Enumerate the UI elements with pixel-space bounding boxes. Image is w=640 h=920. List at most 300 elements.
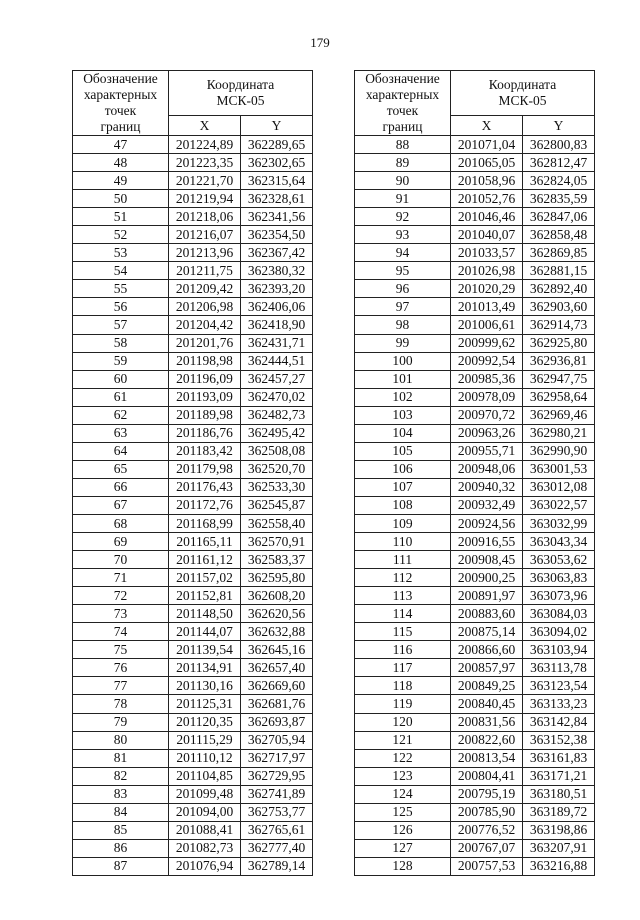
point-cell: 54	[73, 262, 169, 280]
point-cell: 62	[73, 406, 169, 424]
y-cell: 363180,51	[523, 785, 595, 803]
point-cell: 118	[355, 677, 451, 695]
x-cell: 201082,73	[169, 839, 241, 857]
y-cell: 362824,05	[523, 172, 595, 190]
table-row	[73, 496, 313, 514]
x-cell: 201216,07	[169, 226, 241, 244]
y-cell: 362470,02	[241, 388, 313, 406]
table-row	[355, 659, 595, 677]
table-row	[73, 334, 313, 352]
x-cell: 201176,43	[169, 478, 241, 496]
point-cell: 93	[355, 226, 451, 244]
point-cell: 104	[355, 424, 451, 442]
table-row	[355, 605, 595, 623]
table-row	[355, 533, 595, 551]
x-cell: 201165,11	[169, 533, 241, 551]
point-cell: 122	[355, 749, 451, 767]
x-cell: 200916,55	[451, 533, 523, 551]
point-cell: 58	[73, 334, 169, 352]
point-cell: 111	[355, 551, 451, 569]
point-cell: 81	[73, 749, 169, 767]
y-cell: 362958,64	[523, 388, 595, 406]
point-cell: 117	[355, 659, 451, 677]
table-row	[355, 262, 595, 280]
x-cell: 200948,06	[451, 460, 523, 478]
table-row	[355, 316, 595, 334]
table-row	[73, 695, 313, 713]
x-cell: 200840,45	[451, 695, 523, 713]
y-cell: 362681,76	[241, 695, 313, 713]
x-cell: 201189,98	[169, 406, 241, 424]
x-cell: 201020,29	[451, 280, 523, 298]
y-cell: 363171,21	[523, 767, 595, 785]
x-cell: 201013,49	[451, 298, 523, 316]
point-cell: 59	[73, 352, 169, 370]
table-row	[73, 551, 313, 569]
point-cell: 112	[355, 569, 451, 587]
header-coord-label: Координата МСК-05	[169, 71, 313, 116]
point-cell: 84	[73, 803, 169, 821]
point-cell: 103	[355, 406, 451, 424]
x-cell: 201204,42	[169, 316, 241, 334]
x-cell: 200767,07	[451, 839, 523, 857]
y-cell: 362990,90	[523, 442, 595, 460]
x-cell: 200831,56	[451, 713, 523, 731]
point-cell: 63	[73, 424, 169, 442]
point-cell: 101	[355, 370, 451, 388]
point-cell: 88	[355, 136, 451, 154]
table-row	[73, 316, 313, 334]
header-point-label: Обозначение характерных точек границ	[355, 71, 451, 136]
point-cell: 99	[355, 334, 451, 352]
point-cell: 72	[73, 587, 169, 605]
point-cell: 66	[73, 478, 169, 496]
x-cell: 201179,98	[169, 460, 241, 478]
y-cell: 362431,71	[241, 334, 313, 352]
x-cell: 201033,57	[451, 244, 523, 262]
table-row	[355, 424, 595, 442]
table-row	[355, 749, 595, 767]
point-cell: 75	[73, 641, 169, 659]
y-cell: 362729,95	[241, 767, 313, 785]
y-cell: 362657,40	[241, 659, 313, 677]
table-row	[355, 208, 595, 226]
x-cell: 201157,02	[169, 569, 241, 587]
point-cell: 106	[355, 460, 451, 478]
table-row	[355, 514, 595, 532]
point-cell: 105	[355, 442, 451, 460]
y-cell: 362705,94	[241, 731, 313, 749]
point-cell: 47	[73, 136, 169, 154]
table-row	[355, 370, 595, 388]
table-row	[355, 803, 595, 821]
x-cell: 200785,90	[451, 803, 523, 821]
y-cell: 362570,91	[241, 533, 313, 551]
y-cell: 362583,37	[241, 551, 313, 569]
point-cell: 114	[355, 605, 451, 623]
y-cell: 363216,88	[523, 857, 595, 875]
table-row	[355, 839, 595, 857]
x-cell: 200849,25	[451, 677, 523, 695]
point-cell: 109	[355, 514, 451, 532]
point-cell: 92	[355, 208, 451, 226]
header-coord-label: Координата МСК-05	[451, 71, 595, 116]
table-row	[355, 623, 595, 641]
table-row	[355, 280, 595, 298]
point-cell: 115	[355, 623, 451, 641]
table-row	[355, 460, 595, 478]
table-row	[73, 208, 313, 226]
y-cell: 362620,56	[241, 605, 313, 623]
x-cell: 201076,94	[169, 857, 241, 875]
x-cell: 200804,41	[451, 767, 523, 785]
y-cell: 362869,85	[523, 244, 595, 262]
x-cell: 201201,76	[169, 334, 241, 352]
table-row	[73, 677, 313, 695]
table-row	[355, 172, 595, 190]
table-row	[355, 298, 595, 316]
table-row	[355, 569, 595, 587]
y-cell: 362741,89	[241, 785, 313, 803]
point-cell: 67	[73, 496, 169, 514]
x-cell: 201161,12	[169, 551, 241, 569]
y-cell: 363103,94	[523, 641, 595, 659]
table-row	[73, 767, 313, 785]
point-cell: 119	[355, 695, 451, 713]
x-cell: 200857,97	[451, 659, 523, 677]
x-cell: 200970,72	[451, 406, 523, 424]
table-row	[73, 352, 313, 370]
y-cell: 362608,20	[241, 587, 313, 605]
table-row	[355, 731, 595, 749]
x-cell: 201134,91	[169, 659, 241, 677]
point-cell: 85	[73, 821, 169, 839]
header-point-label: Обозначение характерных точек границ	[73, 71, 169, 136]
point-cell: 78	[73, 695, 169, 713]
table-row	[73, 821, 313, 839]
y-cell: 362418,90	[241, 316, 313, 334]
y-cell: 362508,08	[241, 442, 313, 460]
point-cell: 126	[355, 821, 451, 839]
point-cell: 108	[355, 496, 451, 514]
y-cell: 362482,73	[241, 406, 313, 424]
point-cell: 77	[73, 677, 169, 695]
y-cell: 363161,83	[523, 749, 595, 767]
y-cell: 362847,06	[523, 208, 595, 226]
y-cell: 363022,57	[523, 496, 595, 514]
point-cell: 80	[73, 731, 169, 749]
x-cell: 201186,76	[169, 424, 241, 442]
y-cell: 363189,72	[523, 803, 595, 821]
table-row	[355, 695, 595, 713]
y-cell: 362495,42	[241, 424, 313, 442]
table-row	[73, 280, 313, 298]
point-cell: 60	[73, 370, 169, 388]
x-cell: 201130,16	[169, 677, 241, 695]
table-row	[73, 839, 313, 857]
x-cell: 200940,32	[451, 478, 523, 496]
point-cell: 110	[355, 533, 451, 551]
x-cell: 200955,71	[451, 442, 523, 460]
y-cell: 362800,83	[523, 136, 595, 154]
table-row	[73, 857, 313, 875]
x-cell: 201088,41	[169, 821, 241, 839]
x-cell: 201058,96	[451, 172, 523, 190]
x-cell: 201071,04	[451, 136, 523, 154]
y-cell: 363053,62	[523, 551, 595, 569]
table-row	[73, 713, 313, 731]
table-row	[355, 334, 595, 352]
table-row	[355, 785, 595, 803]
x-cell: 200866,60	[451, 641, 523, 659]
x-cell: 201213,96	[169, 244, 241, 262]
x-cell: 200813,54	[451, 749, 523, 767]
y-cell: 362289,65	[241, 136, 313, 154]
x-cell: 200900,25	[451, 569, 523, 587]
y-cell: 362753,77	[241, 803, 313, 821]
point-cell: 95	[355, 262, 451, 280]
point-cell: 123	[355, 767, 451, 785]
table-row	[73, 442, 313, 460]
header-y-label: Y	[241, 116, 313, 136]
x-cell: 201006,61	[451, 316, 523, 334]
y-cell: 362367,42	[241, 244, 313, 262]
point-cell: 68	[73, 514, 169, 532]
y-cell: 362354,50	[241, 226, 313, 244]
x-cell: 201144,07	[169, 623, 241, 641]
x-cell: 200932,49	[451, 496, 523, 514]
table-row	[355, 677, 595, 695]
x-cell: 201065,05	[451, 154, 523, 172]
point-cell: 50	[73, 190, 169, 208]
table-row	[73, 388, 313, 406]
x-cell: 201152,81	[169, 587, 241, 605]
point-cell: 125	[355, 803, 451, 821]
point-cell: 69	[73, 533, 169, 551]
y-cell: 363123,54	[523, 677, 595, 695]
x-cell: 201168,99	[169, 514, 241, 532]
table-row	[355, 406, 595, 424]
point-cell: 56	[73, 298, 169, 316]
y-cell: 363073,96	[523, 587, 595, 605]
table-row	[73, 478, 313, 496]
x-cell: 201172,76	[169, 496, 241, 514]
y-cell: 363133,23	[523, 695, 595, 713]
y-cell: 362903,60	[523, 298, 595, 316]
point-cell: 65	[73, 460, 169, 478]
table-row	[73, 514, 313, 532]
point-cell: 90	[355, 172, 451, 190]
y-cell: 362669,60	[241, 677, 313, 695]
point-cell: 71	[73, 569, 169, 587]
x-cell: 200985,36	[451, 370, 523, 388]
point-cell: 94	[355, 244, 451, 262]
table-row	[73, 226, 313, 244]
x-cell: 200795,19	[451, 785, 523, 803]
x-cell: 200978,09	[451, 388, 523, 406]
point-cell: 83	[73, 785, 169, 803]
point-cell: 49	[73, 172, 169, 190]
y-cell: 362925,80	[523, 334, 595, 352]
y-cell: 362380,32	[241, 262, 313, 280]
point-cell: 98	[355, 316, 451, 334]
point-cell: 61	[73, 388, 169, 406]
table-row	[73, 641, 313, 659]
table-row	[73, 785, 313, 803]
x-cell: 200908,45	[451, 551, 523, 569]
table-row	[73, 262, 313, 280]
point-cell: 96	[355, 280, 451, 298]
coordinates-table-right	[354, 70, 595, 876]
y-cell: 362457,27	[241, 370, 313, 388]
y-cell: 363152,38	[523, 731, 595, 749]
y-cell: 362520,70	[241, 460, 313, 478]
x-cell: 201218,06	[169, 208, 241, 226]
y-cell: 362777,40	[241, 839, 313, 857]
y-cell: 362936,81	[523, 352, 595, 370]
x-cell: 201223,35	[169, 154, 241, 172]
y-cell: 363063,83	[523, 569, 595, 587]
point-cell: 102	[355, 388, 451, 406]
point-cell: 51	[73, 208, 169, 226]
y-cell: 363198,86	[523, 821, 595, 839]
y-cell: 362969,46	[523, 406, 595, 424]
y-cell: 362595,80	[241, 569, 313, 587]
x-cell: 201052,76	[451, 190, 523, 208]
table-row	[355, 388, 595, 406]
x-cell: 201211,75	[169, 262, 241, 280]
point-cell: 91	[355, 190, 451, 208]
point-cell: 127	[355, 839, 451, 857]
header-x-label: X	[169, 116, 241, 136]
point-cell: 121	[355, 731, 451, 749]
x-cell: 201125,31	[169, 695, 241, 713]
table-row	[73, 587, 313, 605]
y-cell: 362881,15	[523, 262, 595, 280]
point-cell: 107	[355, 478, 451, 496]
x-cell: 201120,35	[169, 713, 241, 731]
x-cell: 201046,46	[451, 208, 523, 226]
table-row	[355, 190, 595, 208]
point-cell: 82	[73, 767, 169, 785]
table-row	[73, 659, 313, 677]
table-row	[73, 424, 313, 442]
point-cell: 76	[73, 659, 169, 677]
y-cell: 362980,21	[523, 424, 595, 442]
y-cell: 363012,08	[523, 478, 595, 496]
table-row	[73, 731, 313, 749]
table-row	[73, 406, 313, 424]
header-y-label: Y	[523, 116, 595, 136]
table-row	[73, 569, 313, 587]
y-cell: 362406,06	[241, 298, 313, 316]
y-cell: 362545,87	[241, 496, 313, 514]
x-cell: 201099,48	[169, 785, 241, 803]
x-cell: 200875,14	[451, 623, 523, 641]
table-row	[355, 551, 595, 569]
table-row	[355, 857, 595, 875]
x-cell: 201148,50	[169, 605, 241, 623]
coordinates-table-left	[72, 70, 313, 876]
x-cell: 200992,54	[451, 352, 523, 370]
y-cell: 362341,56	[241, 208, 313, 226]
y-cell: 362914,73	[523, 316, 595, 334]
table-row	[73, 460, 313, 478]
table-row	[73, 244, 313, 262]
point-cell: 128	[355, 857, 451, 875]
point-cell: 70	[73, 551, 169, 569]
header-x-label: X	[451, 116, 523, 136]
x-cell: 201104,85	[169, 767, 241, 785]
x-cell: 201193,09	[169, 388, 241, 406]
x-cell: 201110,12	[169, 749, 241, 767]
y-cell: 362328,61	[241, 190, 313, 208]
table-row	[73, 605, 313, 623]
x-cell: 201094,00	[169, 803, 241, 821]
table-row	[355, 154, 595, 172]
x-cell: 201224,89	[169, 136, 241, 154]
y-cell: 362444,51	[241, 352, 313, 370]
x-cell: 201040,07	[451, 226, 523, 244]
table-row	[73, 190, 313, 208]
point-cell: 48	[73, 154, 169, 172]
table-row	[355, 136, 595, 154]
x-cell: 200822,60	[451, 731, 523, 749]
point-cell: 64	[73, 442, 169, 460]
table-row	[355, 352, 595, 370]
y-cell: 362717,97	[241, 749, 313, 767]
y-cell: 362892,40	[523, 280, 595, 298]
x-cell: 200776,52	[451, 821, 523, 839]
point-cell: 89	[355, 154, 451, 172]
point-cell: 113	[355, 587, 451, 605]
x-cell: 200999,62	[451, 334, 523, 352]
point-cell: 52	[73, 226, 169, 244]
table-row	[73, 623, 313, 641]
y-cell: 362789,14	[241, 857, 313, 875]
point-cell: 55	[73, 280, 169, 298]
point-cell: 79	[73, 713, 169, 731]
y-cell: 362393,20	[241, 280, 313, 298]
x-cell: 201026,98	[451, 262, 523, 280]
point-cell: 86	[73, 839, 169, 857]
x-cell: 200883,60	[451, 605, 523, 623]
y-cell: 363142,84	[523, 713, 595, 731]
x-cell: 201221,70	[169, 172, 241, 190]
y-cell: 362558,40	[241, 514, 313, 532]
table-row	[355, 641, 595, 659]
y-cell: 362765,61	[241, 821, 313, 839]
point-cell: 74	[73, 623, 169, 641]
x-cell: 201198,98	[169, 352, 241, 370]
y-cell: 362533,30	[241, 478, 313, 496]
y-cell: 363207,91	[523, 839, 595, 857]
y-cell: 363001,53	[523, 460, 595, 478]
table-row	[355, 478, 595, 496]
table-row	[355, 767, 595, 785]
point-cell: 97	[355, 298, 451, 316]
y-cell: 362835,59	[523, 190, 595, 208]
point-cell: 87	[73, 857, 169, 875]
y-cell: 362693,87	[241, 713, 313, 731]
table-row	[73, 370, 313, 388]
point-cell: 57	[73, 316, 169, 334]
table-row	[73, 533, 313, 551]
point-cell: 124	[355, 785, 451, 803]
page-number: 179	[310, 35, 330, 50]
y-cell: 363094,02	[523, 623, 595, 641]
point-cell: 53	[73, 244, 169, 262]
